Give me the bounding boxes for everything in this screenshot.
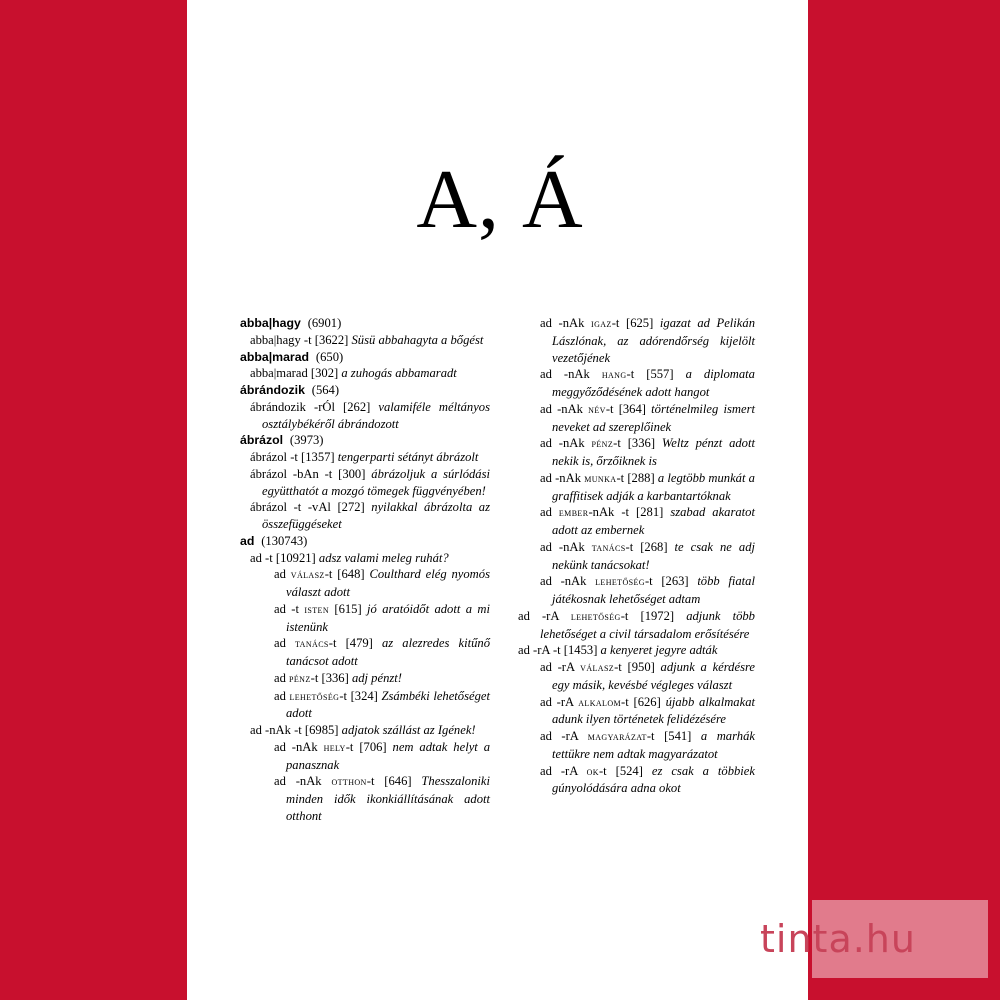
pattern-prefix: ad -nAk — [540, 367, 602, 382]
pattern-prefix: ad -rA — [540, 660, 581, 674]
pattern-frequency: -t [364] — [605, 401, 652, 416]
pattern-prefix: ad -nAk — [540, 316, 591, 330]
pattern-frequency: ad -rA -t [1453] — [518, 643, 601, 658]
pattern-prefix: ad -rA — [540, 763, 587, 778]
collocate: pénz — [591, 438, 614, 451]
collocate: magyarázat — [587, 731, 647, 743]
collocation-entry — [240, 635, 490, 670]
pattern-prefix: ad — [274, 636, 296, 651]
example-sentence: adj pénzt! — [351, 670, 402, 685]
pattern-frequency: ábrázol -t [1357] — [250, 450, 338, 464]
collocate: hang — [601, 369, 627, 382]
collocation-entry — [240, 773, 490, 824]
example-sentence: több fiatal játékosnak lehetőséget adtam — [552, 574, 755, 606]
pattern-prefix: ad -nAk — [540, 401, 589, 416]
collocation-entry — [518, 728, 755, 763]
example-sentence: a diplomata meggyőződésének adott hangot — [552, 367, 755, 399]
pattern-prefix: ad -rA — [540, 729, 588, 743]
headword: ad — [240, 533, 255, 548]
right-column — [518, 315, 755, 797]
collocate: lehetőség — [570, 610, 621, 623]
collocation-entry — [518, 573, 755, 608]
example-sentence: valamiféle méltányos osztálybékéről ábrándozott — [262, 399, 490, 431]
example-sentence: adjatok szállást az Igének! — [341, 723, 476, 737]
example-sentence: Weltz pénzt adott nekik is, őrzőiknek is — [552, 436, 755, 468]
pattern-frequency: -t [557] — [626, 367, 686, 382]
collocation-entry — [518, 470, 755, 505]
collocation-entry — [240, 550, 490, 567]
collocation-entry — [518, 504, 755, 539]
collocate: ember — [558, 507, 589, 520]
pattern-prefix: ad — [540, 505, 559, 520]
example-sentence: a legtöbb munkát a graffitisek adják a karbantartóknak — [552, 470, 755, 503]
pattern-prefix: ad -nAk — [540, 574, 596, 589]
collocation-entry — [518, 763, 755, 798]
collocate: tanács — [295, 638, 329, 651]
collocate: válasz — [290, 569, 325, 582]
frequency-count: (130743) — [261, 533, 308, 548]
example-sentence: ábrázoljuk a súrlódási együtthatót a mozgó tömegek függvényében! — [262, 466, 490, 498]
pattern-prefix: ad -rA — [540, 694, 579, 709]
pattern-frequency: -t [625] — [611, 316, 660, 330]
collocate: pénz — [289, 672, 311, 685]
collocation-entry — [240, 601, 490, 636]
pattern-frequency: -t [541] — [646, 729, 701, 743]
collocate: név — [588, 403, 606, 416]
headword-entry — [240, 315, 490, 332]
example-sentence: Thesszaloniki minden idők ikonkiállításának adott otthont — [286, 774, 490, 823]
pattern-frequency: abba|marad [302] — [250, 366, 342, 381]
pattern-prefix: ad -nAk — [274, 739, 324, 754]
collocate: munka — [584, 472, 617, 485]
collocate: tanács — [591, 541, 626, 554]
collocate: ok — [586, 765, 599, 778]
pattern-frequency: -t [288] — [616, 470, 658, 485]
headword-entry — [240, 349, 490, 366]
example-sentence: ez csak a többiek gúnyolódására adna okot — [552, 763, 755, 796]
collocation-entry — [240, 688, 490, 723]
collocate: lehetőség — [595, 576, 645, 589]
collocate: hely — [323, 741, 346, 754]
collocation-entry — [518, 435, 755, 470]
collocation-entry — [518, 659, 755, 694]
example-sentence: Coulthard elég nyomós választ adott — [286, 567, 490, 599]
headword-entry — [240, 432, 490, 449]
pattern-frequency: -t [648] — [324, 567, 370, 582]
pattern-frequency: -nAk -t [281] — [588, 505, 671, 520]
pattern-frequency: -t [950] — [614, 660, 661, 674]
example-sentence: adsz valami meleg ruhát? — [318, 550, 449, 565]
pattern-frequency: ad -t [10921] — [250, 550, 319, 565]
headword-entry — [240, 533, 490, 550]
example-sentence: a kenyeret jegyre adták — [600, 643, 718, 658]
frequency-count: (564) — [311, 383, 340, 397]
pattern-frequency: -t [263] — [644, 574, 698, 589]
watermark-text: tinta.hu — [760, 917, 916, 961]
collocation-entry — [518, 539, 755, 574]
frequency-count: (650) — [315, 349, 344, 364]
pattern-prefix: ad — [274, 567, 291, 582]
example-sentence: te csak ne adj nekünk tanácsokat! — [552, 539, 755, 572]
collocation-entry — [240, 399, 490, 433]
collocate: otthon — [331, 776, 367, 789]
pattern-prefix: ad — [274, 688, 290, 703]
collocation-entry — [518, 642, 755, 659]
pattern-frequency: -t [336] — [613, 436, 662, 451]
headword: ábrázol — [240, 433, 284, 448]
section-letter: A, Á — [416, 153, 584, 246]
pattern-frequency: -t [324] — [339, 688, 382, 703]
example-sentence: jó aratóidőt adott a mi istenünk — [286, 601, 490, 634]
pattern-frequency: -t [1972] — [620, 608, 687, 623]
collocate: isten — [304, 603, 329, 616]
pattern-prefix: ad -nAk — [540, 470, 585, 485]
headword: abba|marad — [240, 349, 310, 364]
collocate: lehetőség — [289, 690, 340, 703]
collocation-entry — [518, 694, 755, 729]
pattern-frequency: -t [706] — [345, 739, 393, 754]
example-sentence: nyilakkal ábrázolta az összefüggéseket — [262, 500, 490, 531]
pattern-frequency: ábrándozik -rÓl [262] — [250, 399, 379, 414]
pattern-prefix: ad -rA — [518, 608, 571, 623]
pattern-frequency: -t [524] — [598, 763, 652, 778]
example-sentence: tengerparti sétányt ábrázolt — [337, 450, 479, 464]
example-sentence: adjunk a kérdésre egy másik, kevésbé végleges választ — [552, 660, 755, 692]
pattern-frequency: [615] — [329, 601, 368, 616]
collocation-entry — [240, 566, 490, 601]
collocation-entry — [240, 466, 490, 500]
collocation-entry — [518, 608, 755, 643]
pattern-prefix: ad -nAk — [274, 774, 332, 789]
example-sentence: történelmileg ismert neveket ad szereplőinek — [552, 401, 755, 434]
pattern-frequency: -t [646] — [366, 774, 422, 789]
collocate: alkalom — [578, 696, 622, 709]
example-sentence: a marhák tettükre nem adtak magyarázatot — [552, 729, 755, 761]
collocation-entry — [518, 401, 755, 436]
collocation-entry — [240, 332, 490, 349]
pattern-prefix: ad -nAk — [540, 539, 592, 554]
frequency-count: (6901) — [307, 316, 342, 330]
pattern-frequency: ad -nAk -t [6985] — [250, 723, 342, 737]
collocation-entry — [240, 722, 490, 739]
watermark-logo — [760, 900, 988, 978]
pattern-frequency: -t [479] — [328, 636, 382, 651]
collocation-entry — [240, 449, 490, 466]
frequency-count: (3973) — [289, 433, 324, 448]
headword: ábrándozik — [240, 383, 305, 397]
example-sentence: a zuhogás abbamaradt — [341, 366, 457, 381]
left-column — [240, 315, 490, 825]
pattern-prefix: ad -nAk — [540, 436, 592, 451]
pattern-frequency: -t [336] — [310, 670, 352, 685]
collocation-entry — [518, 366, 755, 401]
example-sentence: szabad akaratot adott az embernek — [552, 505, 755, 537]
pattern-prefix: ad — [274, 670, 290, 685]
collocate: igaz — [591, 318, 612, 330]
example-sentence: Zsámbéki lehetőséget adott — [286, 688, 490, 721]
pattern-frequency: -t [626] — [621, 694, 666, 709]
example-sentence: adjunk több lehetőséget a civil társadalom erősítésére — [540, 608, 755, 641]
pattern-frequency: -t [268] — [625, 539, 675, 554]
example-sentence: nem adtak helyt a panasznak — [286, 739, 490, 772]
collocate: válasz — [580, 662, 615, 674]
collocation-entry — [240, 670, 490, 688]
example-sentence: újabb alkalmakat adunk ilyen történetek felidézésére — [552, 694, 755, 727]
headword: abba|hagy — [240, 316, 301, 330]
example-sentence: az alezredes kitűnő tanácsot adott — [286, 636, 490, 668]
pattern-prefix: ad -t — [274, 601, 305, 616]
pattern-frequency: ábrázol -bAn -t [300] — [250, 466, 372, 481]
collocation-entry — [240, 365, 490, 382]
example-sentence: igazat ad Pelikán Lászlónak, az adórendőrség kijelölt vezetőjének — [552, 316, 755, 365]
pattern-frequency: abba|hagy -t [3622] — [250, 332, 352, 347]
collocation-entry — [240, 739, 490, 774]
example-sentence: Süsü abbahagyta a bőgést — [351, 332, 484, 347]
collocation-entry — [518, 315, 755, 366]
collocation-entry — [240, 499, 490, 533]
pattern-frequency: ábrázol -t -vAl [272] — [250, 500, 372, 515]
headword-entry — [240, 382, 490, 399]
